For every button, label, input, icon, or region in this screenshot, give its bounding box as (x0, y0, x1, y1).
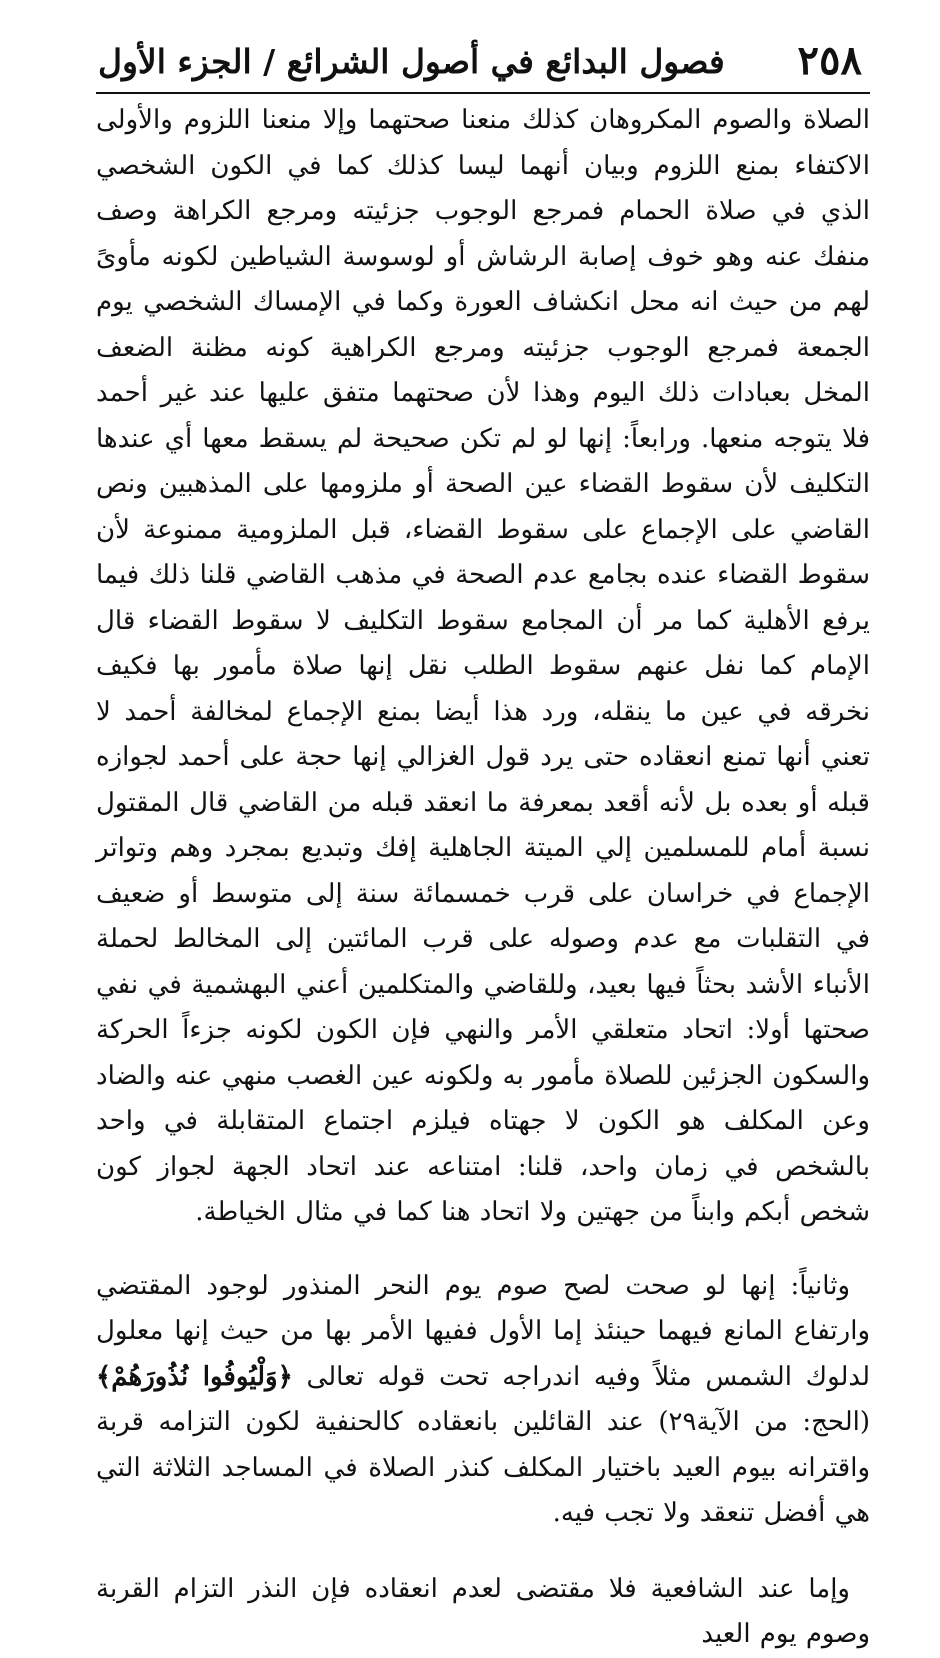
page-header (96, 30, 870, 94)
running-title: فصول البدائع في أصول الشرائع / الجزء الأول (98, 41, 725, 81)
paragraph-2-before-quote: وثانياً: إنها لو صحت لصح صوم يوم النحر المنذور لوجود المقتضي وارتفاع المانع فيهما حينئذ إما الأول ففيها الأمر بها من حيث إنها معلول لدلوك الشمس مثلاً وفيه اندراجه تحت قوله تعالى (96, 1270, 870, 1392)
quran-quote: ﴿وَلْيُوفُوا نُذُورَهُمْ﴾ (96, 1361, 293, 1392)
body-text (96, 94, 870, 1658)
paragraph-1: الصلاة والصوم المكروهان كذلك منعنا صحتهما وإلا منعنا اللزوم والأولى الاكتفاء بمنع اللزوم وبيان أنهما ليسا كذلك كما في الكون الشخصي الذي في صلاة الحمام فمرجع الوجوب جزئيته ومرجع الكراهة وصف منفك عنه وهو خوف إصابة الرشاش أو لوسوسة الشياطين لكونه مأوىً لهم من حيث انه محل انكشاف العورة وكما في الإمساك الشخصي يوم الجمعة فمرجع الوجوب جزئيته ومرجع الكراهية كونه مظنة الضعف المخل بعبادات ذلك اليوم وهذا لأن صحتهما متفق عليها عند غير أحمد فلا يتوجه منعها. ورابعاً: إنها لو لم تكن صحيحة لم يسقط معها أي عندها التكليف لأن سقوط القضاء عين الصحة أو ملزومها على المذهبين ونص القاضي على الإجماع على سقوط القضاء، قبل الملزومية ممنوعة لأن سقوط القضاء عنده بجامع عدم الصحة في مذهب القاضي قلنا ذلك فيما يرفع الأهلية كما مر أن المجامع سقوط التكليف لا سقوط القضاء قال الإمام كما نفل عنهم سقوط الطلب نقل إنها صلاة مأمور بها فكيف نخرقه في عين ما ينقله، ورد هذا أيضا بمنع الإجماع لمخالفة أحمد لا تعني أنها تمنع انعقاده حتى يرد قول الغزالي إنها حجة على أحمد لجوازه قبله أو بعده بل لأنه أقعد بمعرفة ما انعقد قبله من القاضي قال المقتول نسبة أمام للمسلمين إلي الميتة الجاهلية إفك وتبديع بمجرد وهم وتواتر الإجماع في خراسان على قرب خمسمائة سنة إلى متوسط أو ضعيف في التقلبات مع عدم وصوله على قرب المائتين إلى المخالط لحملة الأنباء الأشد بحثاً فيها بعيد، وللقاضي والمتكلمين أعني البهشمية في نفي صحتها أولا: اتحاد متعلقي الأمر والنهي فإن الكون لكونه جزءاً الحركة والسكون الجزئين للصلاة مأمور به ولكونه عين الغصب منهي عنه والضاد وعن المكلف هو الكون لا جهتاه فيلزم اجتماع المتقابلة في واحد بالشخص في زمان واحد، قلنا: امتناعه عند اتحاد الجهة لجواز كون شخص أبكم وابناً من جهتين ولا اتحاد هنا كما في مثال الخياطة. (96, 105, 870, 1227)
page-number: ٢٥٨ (797, 37, 862, 84)
paragraph-3: وإما عند الشافعية فلا مقتضى لعدم انعقاده فإن النذر التزام القربة وصوم يوم العيد (96, 1573, 870, 1649)
paragraph-2 (96, 1264, 870, 1537)
paragraph-2-after-quote: (الحج: من الآية٢٩) عند القائلين بانعقاده كالحنفية لكون التزامه قربة واقترانه بيوم العيد باختيار المكلف كنذر الصلاة في المساجد الثلاثة التي هي أفضل تنعقد ولا تجب فيه. (96, 1407, 871, 1528)
